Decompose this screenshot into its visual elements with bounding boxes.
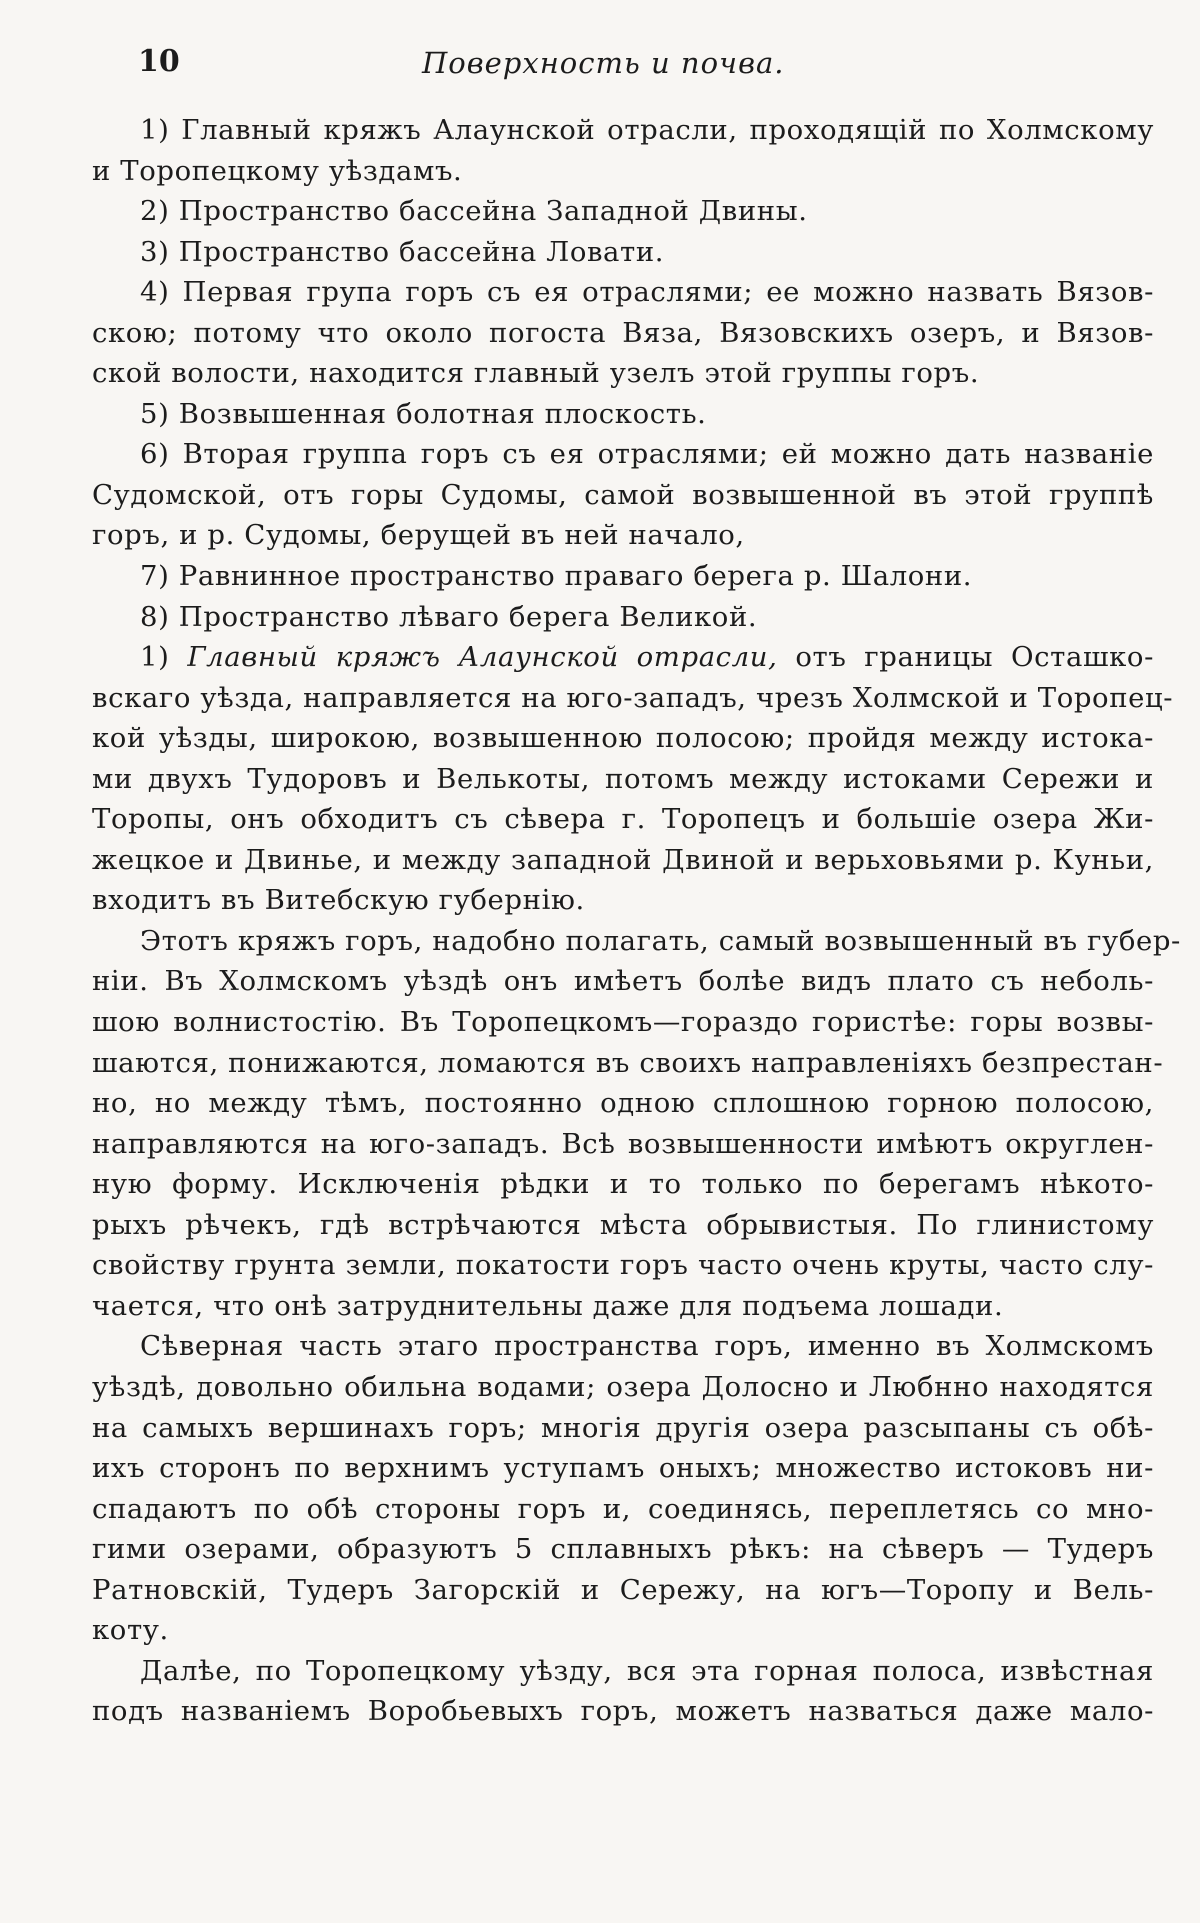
text-line: Торопы, онъ обходитъ съ сѣвера г. Торопецъ и большіе озера Жи- [92,803,1154,836]
text-line: 3) Пространство бассейна Ловати. [140,235,665,268]
text-line-prefix: 1) [140,641,188,674]
text-line: ную форму. Исключенія рѣдки и то только по берегамъ нѣкото- [92,1168,1154,1201]
text-line: Сѣверная часть этаго пространства горъ, именно въ Холмскомъ [140,1330,1154,1363]
text-line: Далѣе, по Торопецкому уѣзду, вся эта горная полоса, извѣстная [140,1654,1154,1687]
text-line: вскаго уѣзда, направляется на юго-западъ, чрезъ Холмской и Торопец- [92,681,1174,714]
text-line: 2) Пространство бассейна Западной Двины. [140,195,808,228]
text-line: 6) Вторая группа горъ съ ея отраслями; ей можно дать названіе [140,438,1154,471]
text-line: скою; потому что около погоста Вяза, Вязовскихъ озеръ, и Вязов- [92,316,1154,349]
text-line: рыхъ рѣчекъ, гдѣ встрѣчаются мѣста обрывистыя. По глинистому [92,1208,1154,1241]
text-line: чается, что онѣ затруднительны даже для подъема лошади. [92,1289,1004,1322]
page-header [138,44,1154,94]
text-line: Этотъ кряжъ горъ, надобно полагать, самый возвышенный въ губер- [140,924,1181,957]
text-line: коту. [92,1614,169,1647]
text-line: шою волнистостію. Въ Торопецкомъ—гораздо гористѣе: горы возвы- [92,1006,1154,1039]
text-line: и Торопецкому уѣздамъ. [92,154,463,187]
text-line: но, но между тѣмъ, постоянно одною сплошною горною полосою, [92,1087,1154,1120]
text-line: Судомской, отъ горы Судомы, самой возвышенной въ этой группѣ [92,478,1154,511]
text-line: 7) Равнинное пространство праваго берега р. Шалони. [140,560,973,593]
text-line: горъ, и р. Судомы, берущей въ ней начало, [92,519,745,552]
text-line: 8) Пространство лѣваго берега Великой. [140,600,758,633]
text-line: уѣздѣ, довольно обильна водами; озера Долосно и Любнно находятся [92,1370,1154,1403]
text-line-suffix: отъ границы Осташко- [777,641,1154,674]
text-line: направляются на юго-западъ. Всѣ возвышенности имѣютъ округлен- [92,1127,1154,1160]
text-line: ми двухъ Тудоровъ и Велькоты, потомъ между истоками Сережи и [92,762,1154,795]
text-line: ской волости, находится главный узелъ этой группы горъ. [92,357,980,390]
text-line: гими озерами, образуютъ 5 сплавныхъ рѣкъ: на сѣверъ — Тудеръ [92,1533,1154,1566]
text-line: 5) Возвышенная болотная плоскость. [140,397,707,430]
text-line: ніи. Въ Холмскомъ уѣздѣ онъ имѣетъ болѣе видъ плато съ неболь- [92,965,1154,998]
text-line: на самыхъ вершинахъ горъ; многія другія озера разсыпаны съ обѣ- [92,1411,1154,1444]
text-line: 1) Главный кряжъ Алаунской отрасли, проходящій по Холмскому [140,114,1154,146]
running-title: Поверхность и почва. [422,46,785,80]
text-line: кой уѣзды, широкою, возвышенною полосою; пройдя между истока- [92,722,1154,755]
page-number: 10 [138,44,180,79]
text-line [92,637,1154,678]
text-line: жецкое и Двинье, и между западной Двиной и верьховьями р. Куньи, [92,843,1154,876]
text-line: шаются, понижаются, ломаются въ своихъ направленіяхъ безпрестан- [92,1046,1164,1079]
text-line: спадаютъ по обѣ стороны горъ и, соединясь, переплетясь со мно- [92,1492,1154,1525]
text-line: входитъ въ Витебскую губернію. [92,884,585,917]
body-text [92,110,1181,1732]
text-line: ихъ сторонъ по верхнимъ уступамъ оныхъ; множество истоковъ ни- [92,1452,1154,1485]
text-line: свойству грунта земли, покатости горъ часто очень круты, часто слу- [92,1249,1154,1282]
text-line: Ратновскій, Тудеръ Загорскій и Сережу, на югъ—Торопу и Вель- [92,1573,1154,1606]
text-line-italic: Главный кряжъ Алаунской отрасли, [187,641,778,674]
text-line: подъ названіемъ Воробьевыхъ горъ, можетъ назваться даже мало- [92,1695,1154,1728]
text-line: 4) Первая група горъ съ ея отраслями; ее можно назвать Вязов- [140,276,1154,309]
